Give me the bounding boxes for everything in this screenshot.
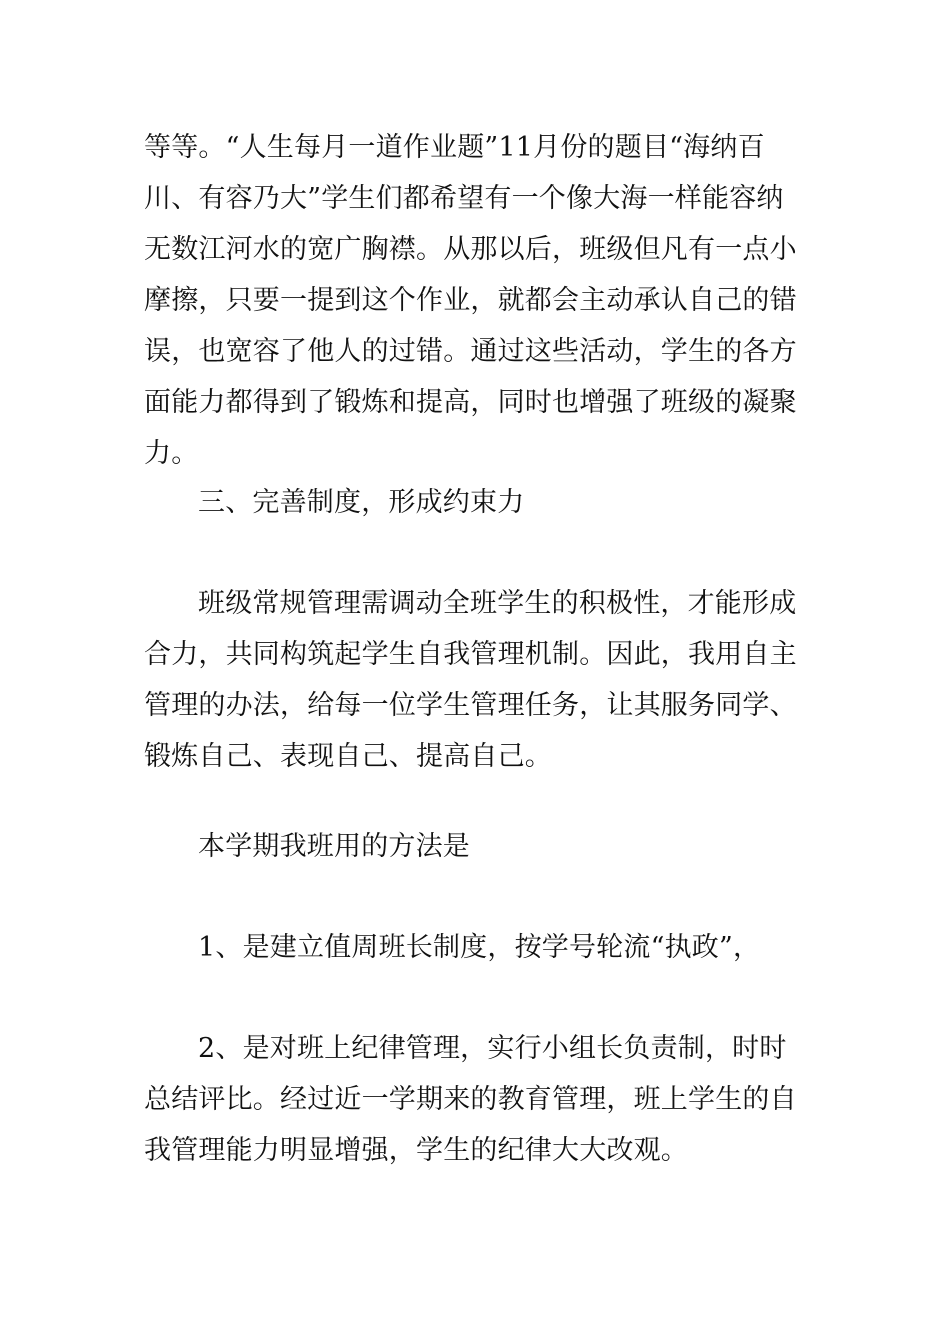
paragraph-method-intro: 本学期我班用的方法是 <box>198 831 470 862</box>
section-heading: 三、完善制度，形成约束力 <box>198 487 525 518</box>
paragraph-body: 班级常规管理需调动全班学生的积极性，才能形成合力，共同构筑起学生自我管理机制。因此，我用自主管理的办法，给每一位学生管理任务，让其服务同学、锻炼自己、表现自己、提高自己。 <box>144 588 797 772</box>
paragraph-continuation: 等等。“人生每月一道作业题”11月份的题目“海纳百川、有容乃大”学生们都希望有一个像大海一样能容纳无数江河水的宽广胸襟。从那以后，班级但凡有一点小摩擦，只要一提到这个作业，就都会主动承认自己的错误，也宽容了他人的过错。通过这些活动，学生的各方面能力都得到了锻炼和提高，同时也增强了班级的凝聚力。 <box>144 132 797 469</box>
list-item-1: 1、是建立值周班长制度，按学号轮流“执政”， <box>198 932 761 963</box>
list-item-2: 2、是对班上纪律管理，实行小组长负责制，时时总结评比。经过近一学期来的教育管理，班上学生的自我管理能力明显增强，学生的纪律大大改观。 <box>144 1033 797 1166</box>
